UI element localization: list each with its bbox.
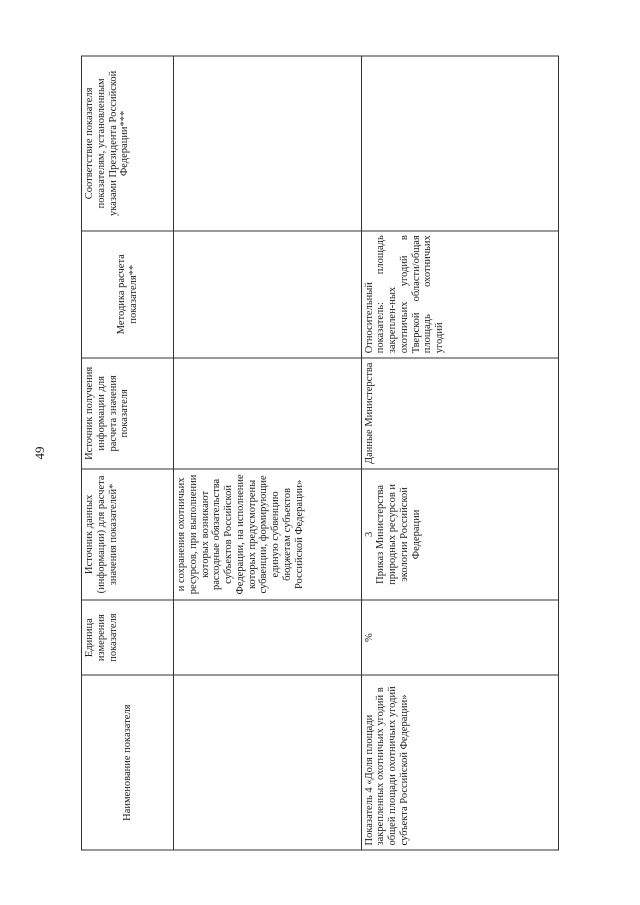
- indicators-table: [81, 56, 559, 851]
- cell-compliance: [361, 56, 558, 231]
- header-compliance: Соответствие показателя показателям, установленным указами Президента Российской Федерации***: [82, 56, 174, 231]
- cell-method: [174, 231, 361, 358]
- cell-data-source: [361, 469, 558, 600]
- cell-data-source: и сохранения охотничьих ресурсов, при выполнении которых возникают расходные обязательства субъектов Российской Федерации, на исполнение которых предусмотрены субвенции, формирующие единую субвенцию бюджетам субъектов Российской Федерации»: [174, 469, 361, 600]
- header-data-source: Источник данных (информации) для расчета значения показателей*: [82, 469, 174, 600]
- table-row: [174, 56, 361, 850]
- cell-compliance: [174, 56, 361, 231]
- cell-data-source-number: 3: [363, 531, 375, 538]
- header-method: Методика расчета показателя**: [82, 231, 174, 358]
- cell-info-source: [174, 358, 361, 469]
- page-number: 49: [32, 446, 47, 460]
- header-info-source: Источник получения информации для расчета значения показателя: [82, 358, 174, 469]
- cell-name: [174, 675, 361, 850]
- header-unit: Единица измерения показателя: [82, 600, 174, 675]
- cell-unit: [174, 600, 361, 675]
- table-header-row: [82, 56, 174, 850]
- cell-data-source-text: Приказ Министерства природных ресурсов и экологии Российской Федерации: [375, 483, 422, 585]
- header-name: Наименование показателя: [82, 675, 174, 850]
- cell-info-source: Данные Министерства: [361, 358, 558, 469]
- cell-unit: %: [361, 600, 558, 675]
- table-row: [361, 56, 558, 850]
- rotated-table-container: [81, 56, 559, 851]
- cell-method: Относительный показатель: площадь закреплен-ных охотничьих угодий в Тверской области/общая площадь охотничьих угодий: [361, 231, 558, 358]
- cell-name: Показатель 4 «Доля площади закрепленных охотничьих угодий в общей площади охотничьих угодий субъекта Российской Федерации»: [361, 675, 558, 850]
